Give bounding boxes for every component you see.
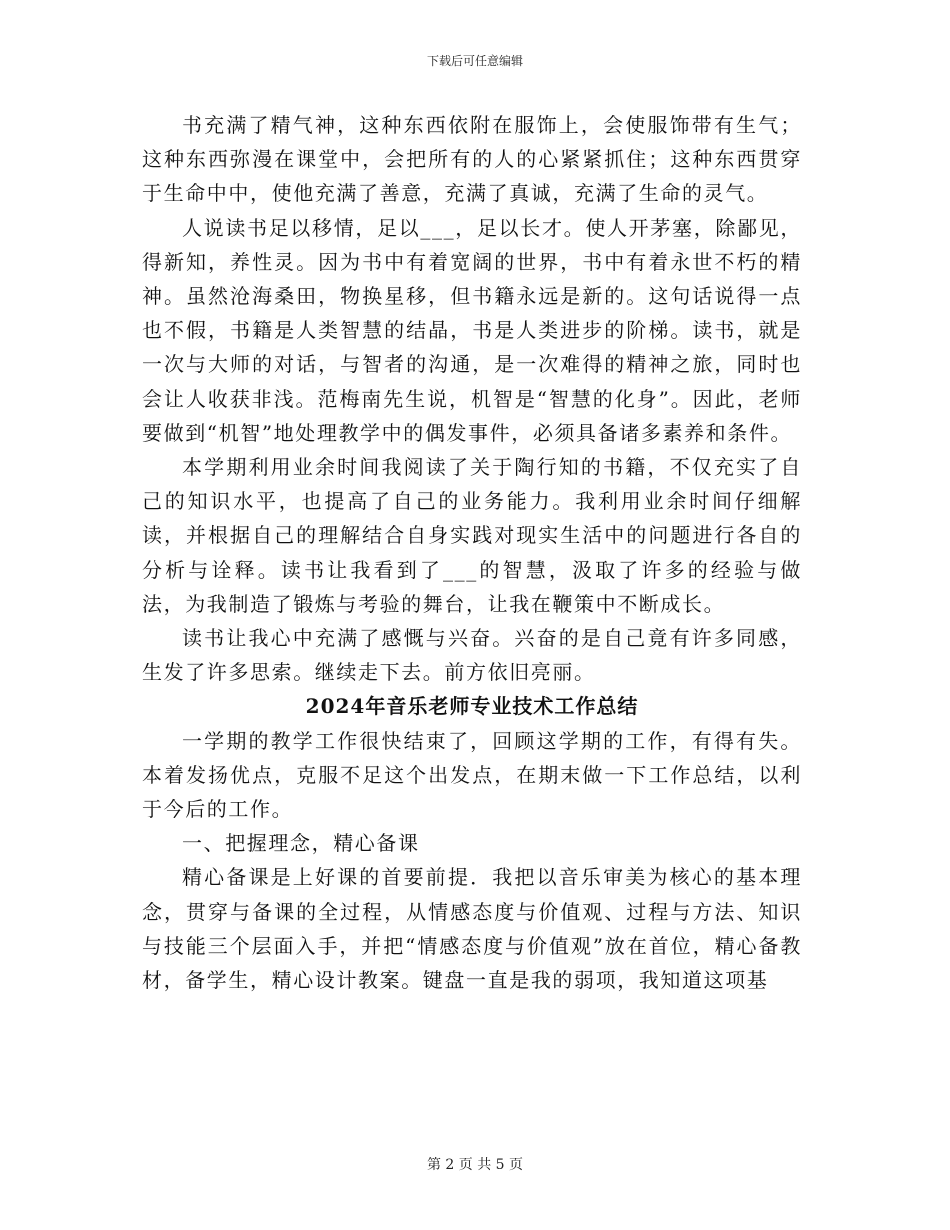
- body-paragraph: 书充满了精气神，这种东西依附在服饰上，会使服饰带有生气；这种东西弥漫在课堂中，会把所有的人的心紧紧抓住；这种东西贯穿于生命中中，使他充满了善意，充满了真诚，充满了生命的灵气。: [142, 113, 802, 206]
- section-title: 2024年音乐老师专业技术工作总结: [305, 694, 639, 719]
- body-paragraph: 人说读书足以移情，足以___，足以长才。使人开茅塞，除鄙见，得新知，养性灵。因为书中有着宽阔的世界，书中有着永世不朽的精神。虽然沧海桑田，物换星移，但书籍永远是新的。这句话说得一点也不假，书籍是人类智慧的结晶，书是人类进步的阶梯。读书，就是一次与大师的对话，与智者的沟通，是一次难得的精神之旅，同时也会让人收获非浅。范梅南先生说，机智是“智慧的化身”。因此，老师要做到“机智”地处理教学中的偶发事件，必须具备诸多素养和条件。: [142, 215, 802, 445]
- page-header-note: 下载后可任意编辑: [426, 54, 523, 68]
- section-heading: 一、把握理念，精心备课: [182, 831, 420, 856]
- body-paragraph: 精心备课是上好课的首要前提．我把以音乐审美为核心的基本理念，贯穿与备课的全过程，从情感态度与价值观、过程与方法、知识与技能三个层面入手，并把“情感态度与价值观”放在首位，精心备教材，备学生，精心设计教案。键盘一直是我的弱项，我知道这项基: [142, 865, 802, 993]
- body-paragraph: 读书让我心中充满了感慨与兴奋。兴奋的是自己竟有许多同感，生发了许多思索。继续走下去。前方依旧亮丽。: [142, 626, 802, 685]
- page-number-footer: 第 2 页 共 5 页: [426, 1157, 524, 1173]
- body-paragraph: 本学期利用业余时间我阅读了关于陶行知的书籍，不仅充实了自己的知识水平，也提高了自己的业务能力。我利用业余时间仔细解读，并根据自己的理解结合自身实践对现实生活中的问题进行各自的分析与诠释。读书让我看到了___的智慧，汲取了许多的经验与做法，为我制造了锻炼与考验的舞台，让我在鞭策中不断成长。: [142, 455, 802, 616]
- body-paragraph: 一学期的教学工作很快结束了，回顾这学期的工作，有得有失。本着发扬优点，克服不足这个出发点，在期末做一下工作总结，以利于今后的工作。: [142, 728, 802, 822]
- document-body: [142, 108, 802, 997]
